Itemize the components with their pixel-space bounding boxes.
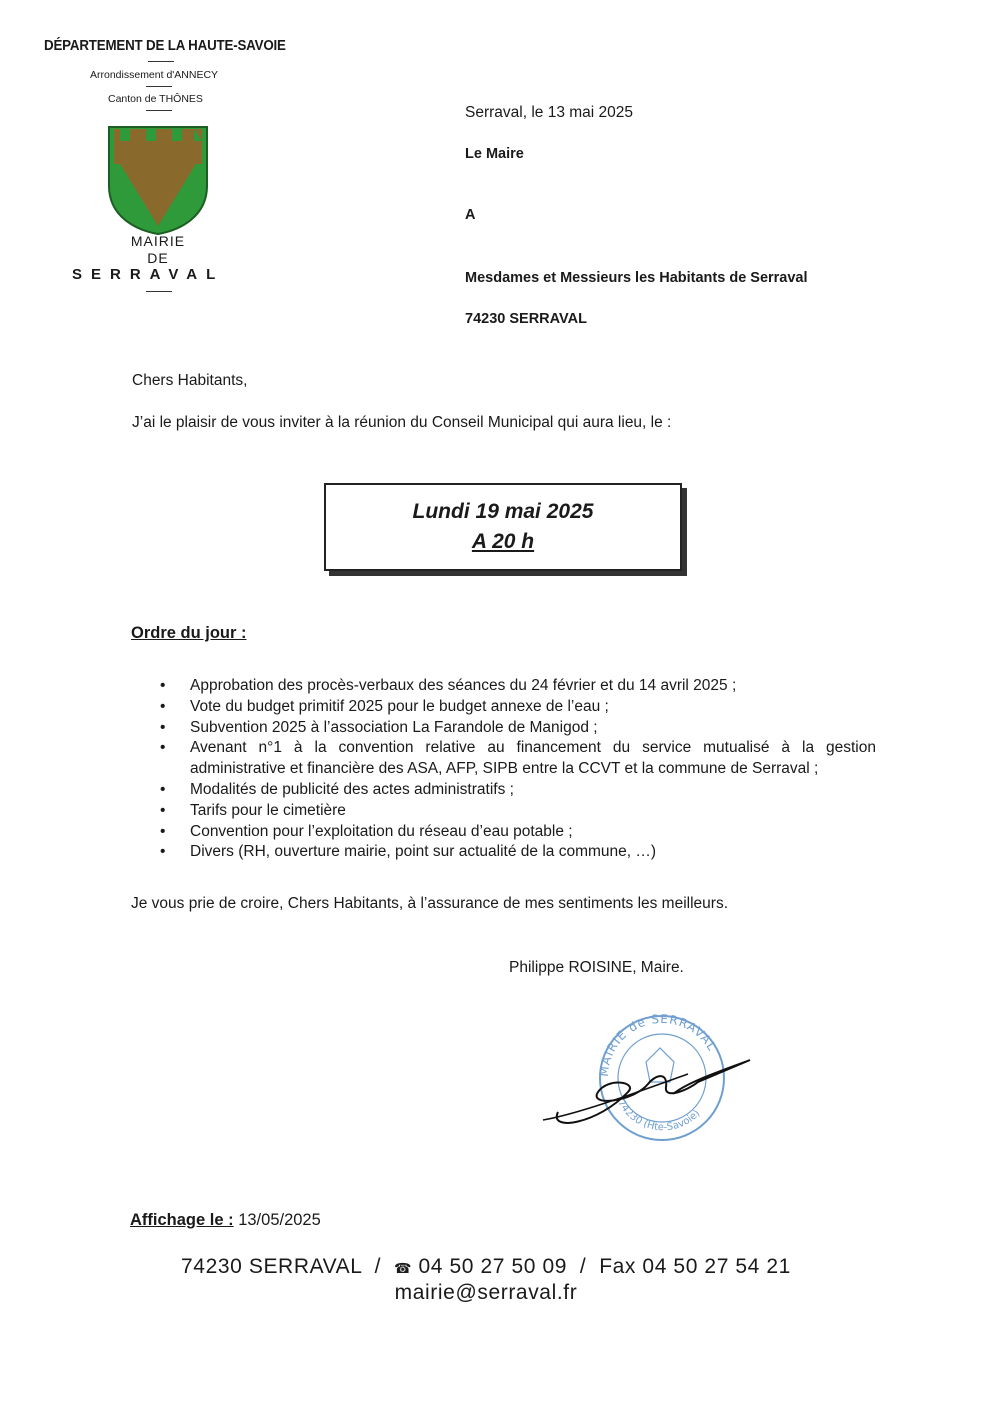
footer-separator: / [374,1255,382,1278]
svg-text:74230 (Hte-Savoie) [615,1098,702,1133]
divider [146,291,172,292]
salutation: Chers Habitants, [132,372,248,389]
bullet-icon: • [160,718,166,736]
bullet-icon: • [160,697,166,715]
agenda-list [160,676,876,863]
divider [146,86,172,87]
list-item: • Approbation des procès-verbaux des séances du 24 février et du 14 avril 2025 ; [160,676,876,697]
recipient: Mesdames et Messieurs les Habitants de Serraval [465,270,808,286]
recipient-city: 74230 SERRAVAL [465,311,587,327]
commune-name: SERRAVAL [72,266,225,283]
bullet-icon: • [160,822,166,840]
signatory-name: Philippe ROISINE, Maire. [509,959,684,976]
list-item: • Divers (RH, ouverture mairie, point sur actualité de la commune, …) [160,842,876,863]
official-stamp-icon [538,1012,778,1142]
list-item: • Vote du budget primitif 2025 pour le budget annexe de l’eau ; [160,697,876,718]
department-heading: DÉPARTEMENT DE LA HAUTE-SAVOIE [44,38,286,54]
meeting-box [324,483,682,571]
meeting-time: A 20 h [471,530,535,553]
footer-email: mairie@serraval.fr [394,1281,578,1304]
posting-line [130,1211,321,1230]
posting-label: Affichage le : [130,1211,234,1229]
mairie-de-label: DE [147,250,169,266]
bullet-icon: • [160,739,166,757]
coat-of-arms-icon [106,124,210,236]
footer-city: 74230 SERRAVAL [181,1255,362,1278]
divider [148,61,174,62]
stamp-bottom-text: 74230 (Hte-Savoie) [615,1098,703,1134]
place-date: Serraval, le 13 mai 2025 [465,104,634,121]
bullet-icon: • [160,780,166,798]
footer-contact [0,1255,972,1279]
to-label: A [465,207,476,223]
footer-separator: / [579,1255,587,1278]
posting-date: 13/05/2025 [238,1211,321,1229]
agenda-title: Ordre du jour : [131,624,247,642]
bullet-icon: • [160,677,166,694]
stamp-top-text: MAIRIE de SERRAVAL [596,1012,720,1078]
bullet-icon: • [160,801,166,819]
list-item: • Convention pour l’exploitation du réseau d’eau potable ; [160,822,876,843]
mairie-label: MAIRIE [130,233,186,249]
bullet-icon: • [160,843,166,861]
footer-phone: 04 50 27 50 09 [418,1255,567,1278]
list-item: • Subvention 2025 à l’association La Farandole de Manigod ; [160,718,876,739]
intro-text: J’ai le plaisir de vous inviter à la réunion du Conseil Municipal qui aura lieu, le : [132,414,672,431]
meeting-date: Lundi 19 mai 2025 [412,500,594,523]
svg-text:MAIRIE de SERRAVAL [597,1012,720,1077]
divider [146,110,172,111]
list-item: • Tarifs pour le cimetière [160,801,876,822]
phone-icon: ☎ [393,1260,413,1276]
canton-label: Canton de THÔNES [108,93,203,105]
arrondissement-label: Arrondissement d'ANNECY [90,69,219,81]
list-item: • Avenant n°1 à la convention relative au financement du service mutualisé à la gestion administrative et financière des ASA, AFP, SIPB entre la CCVT et la commune de Serraval ; [160,739,876,778]
list-item: • Modalités de publicité des actes administratifs ; [160,780,876,801]
sender: Le Maire [465,146,524,162]
footer-fax: Fax 04 50 27 54 21 [599,1255,791,1278]
closing-text: Je vous prie de croire, Chers Habitants, à l’assurance de mes sentiments les meilleurs. [131,895,729,912]
